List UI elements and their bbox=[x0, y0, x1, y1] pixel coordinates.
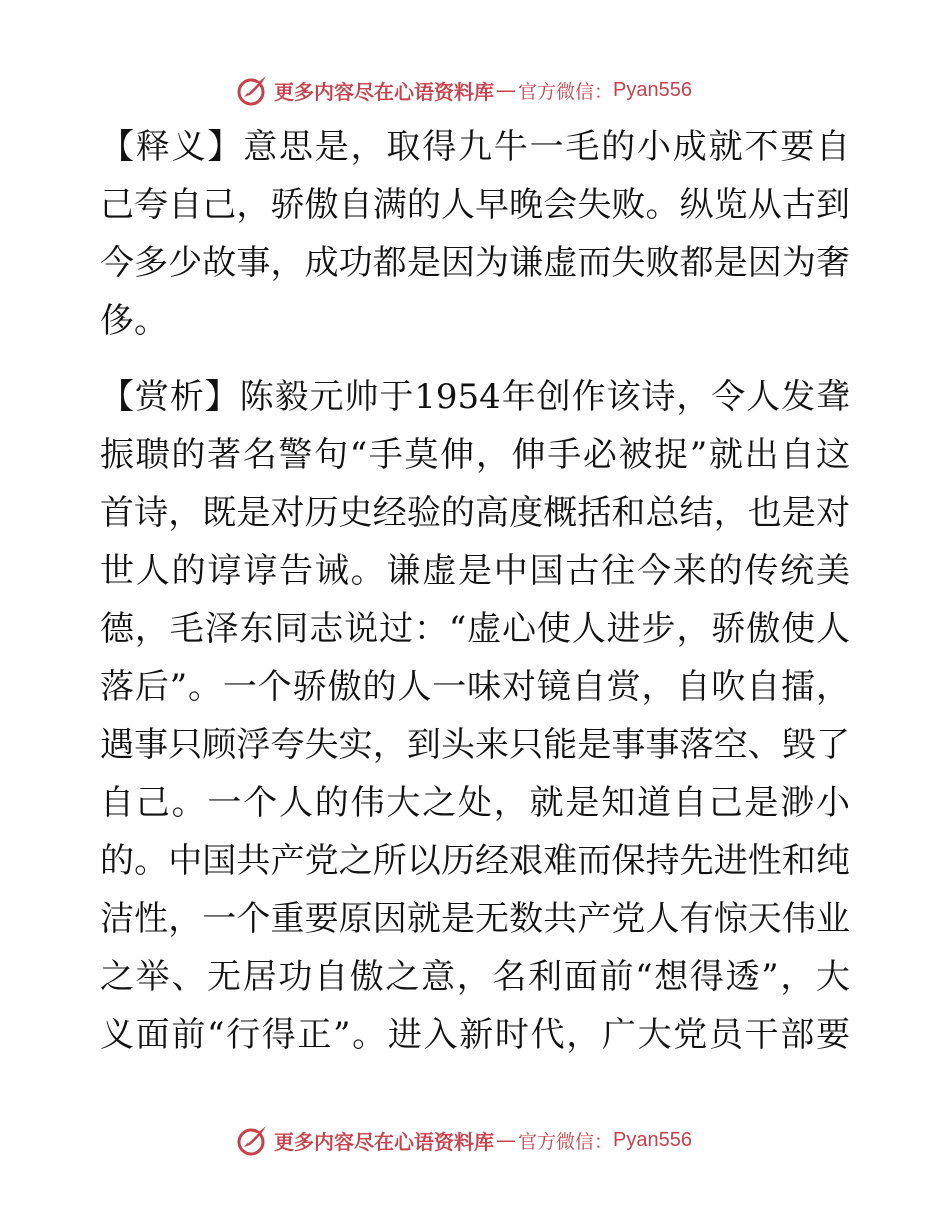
text-line: 首诗，既是对历史经验的高度概括和总结，也是对 bbox=[100, 493, 850, 533]
text-line: 落后”。一个骄傲的人一味对镜自赏，自吹自擂， bbox=[100, 667, 850, 707]
text-line: 侈。 bbox=[100, 301, 168, 341]
text-line: 洁性，一个重要原因就是无数共产党人有惊天伟业 bbox=[100, 899, 850, 939]
banner-title: 更多内容尽在心语资料库 bbox=[274, 79, 494, 104]
text-line: 己夸自己，骄傲自满的人早晚会失败。纵览从古到 bbox=[100, 185, 850, 225]
text-line: 世人的谆谆告诫。谦虚是中国古往今来的传统美 bbox=[100, 551, 850, 591]
text-line: 遇事只顾浮夸失实，到头来只能是事事落空、毁了 bbox=[100, 725, 850, 765]
text-line: 今多少故事，成功都是因为谦虚而失败都是因为奢 bbox=[100, 243, 850, 283]
footer-banner bbox=[0, 1120, 950, 1160]
text-line: 德，毛泽东同志说过：“虚心使人进步，骄傲使人 bbox=[100, 609, 850, 649]
banner-wechat-id: Pyan556 bbox=[613, 1128, 692, 1151]
banner-content bbox=[236, 70, 692, 110]
header-banner bbox=[0, 70, 950, 110]
quill-logo-icon bbox=[236, 73, 270, 107]
paragraph-appreciation bbox=[100, 368, 850, 1064]
banner-official-label: 官方微信： bbox=[518, 80, 614, 103]
banner-dash: — bbox=[496, 78, 516, 102]
banner-dash: — bbox=[496, 1128, 516, 1152]
text-line: 【赏析】陈毅元帅于1954年创作该诗，令人发聋 bbox=[100, 377, 850, 417]
text-line: 之举、无居功自傲之意，名利面前“想得透”，大 bbox=[100, 957, 850, 997]
quill-logo-icon bbox=[236, 1123, 270, 1157]
banner-content bbox=[236, 1120, 692, 1160]
banner-official-label: 官方微信： bbox=[518, 1130, 614, 1153]
text-line: 义面前“行得正”。进入新时代，广大党员干部要 bbox=[100, 1015, 850, 1055]
paragraph-interpretation bbox=[100, 118, 850, 350]
banner-wechat-id: Pyan556 bbox=[613, 78, 692, 101]
text-line: 的。中国共产党之所以历经艰难而保持先进性和纯 bbox=[100, 841, 850, 881]
text-line: 振聩的著名警句“手莫伸，伸手必被捉”就出自这 bbox=[100, 435, 850, 475]
text-line: 自己。一个人的伟大之处，就是知道自己是渺小 bbox=[100, 783, 850, 823]
banner-title: 更多内容尽在心语资料库 bbox=[274, 1129, 494, 1154]
text-line: 【释义】意思是，取得九牛一毛的小成就不要自 bbox=[100, 127, 850, 167]
